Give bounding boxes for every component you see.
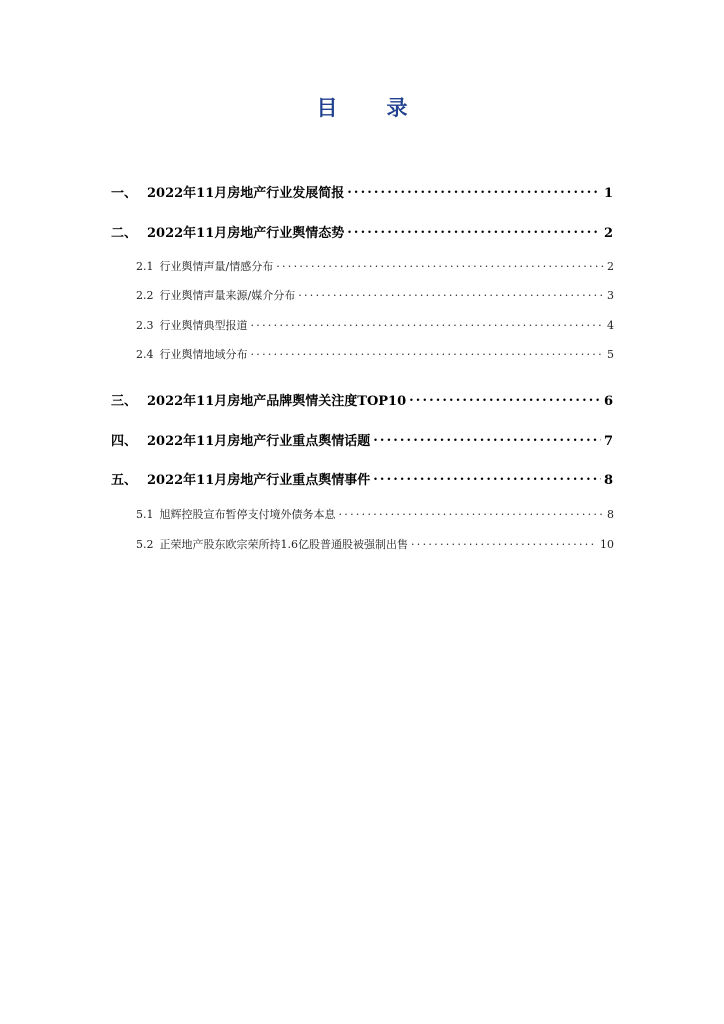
toc-dot-leader bbox=[339, 507, 605, 518]
toc-entry-title: 2022年11月房地产品牌舆情关注度TOP10 bbox=[147, 394, 407, 409]
toc-dot-leader bbox=[347, 224, 601, 237]
toc-entry-title: 2022年11月房地产行业发展简报 bbox=[147, 186, 345, 201]
toc-entry-number: 5.1 bbox=[136, 508, 154, 521]
toc-dot-leader bbox=[347, 184, 601, 197]
toc-entry-title: 行业舆情典型报道 bbox=[159, 319, 248, 332]
toc-page-number: 8 bbox=[603, 473, 613, 488]
toc-entry-number: 四、 bbox=[111, 434, 138, 449]
toc-dot-leader bbox=[276, 259, 604, 270]
toc-entry-title: 正荣地产股东欧宗荣所持1.6亿股普通股被强制出售 bbox=[159, 538, 408, 551]
toc-dot-leader bbox=[409, 392, 601, 405]
toc-entry-number: 2.3 bbox=[136, 319, 154, 332]
toc-page-number: 6 bbox=[603, 394, 613, 409]
toc-entry-title: 2022年11月房地产行业重点舆情话题 bbox=[147, 434, 371, 449]
page-title: 目 录 bbox=[316, 95, 422, 120]
toc-page-number: 5 bbox=[607, 348, 614, 361]
toc-entry-title: 2022年11月房地产行业舆情态势 bbox=[147, 226, 345, 241]
toc-page-number: 3 bbox=[607, 289, 614, 302]
toc-page-number: 4 bbox=[607, 319, 614, 332]
toc-entry-number: 2.2 bbox=[136, 289, 154, 302]
toc-entry-5[interactable] bbox=[111, 469, 613, 488]
toc-entry-5-1[interactable] bbox=[136, 506, 614, 522]
toc-dot-leader bbox=[411, 537, 597, 548]
toc-entry-title: 旭辉控股宣布暂停支付境外债务本息 bbox=[159, 508, 336, 521]
toc-entry-1[interactable] bbox=[111, 182, 613, 201]
toc-entry-number: 二、 bbox=[111, 226, 138, 241]
toc-entry-2-4[interactable] bbox=[136, 346, 614, 362]
toc-page-number: 2 bbox=[603, 226, 613, 241]
toc-page-number: 1 bbox=[603, 186, 613, 201]
toc-entry-title: 行业舆情地域分布 bbox=[159, 348, 248, 361]
toc-entry-2-2[interactable] bbox=[136, 287, 614, 303]
toc-entry-3[interactable] bbox=[111, 390, 613, 409]
toc-entry-title: 行业舆情声量来源/媒介分布 bbox=[159, 289, 296, 302]
toc-page-number: 2 bbox=[607, 260, 614, 273]
toc-dot-leader bbox=[251, 318, 605, 329]
toc-page-number: 8 bbox=[607, 508, 614, 521]
toc-entry-2-1[interactable] bbox=[136, 258, 614, 274]
toc-entry-2[interactable] bbox=[111, 222, 613, 241]
toc-entry-number: 一、 bbox=[111, 186, 138, 201]
toc-dot-leader bbox=[251, 347, 605, 358]
toc-page-number: 10 bbox=[600, 538, 614, 551]
toc-entry-4[interactable] bbox=[111, 430, 613, 449]
toc-page-number: 7 bbox=[603, 434, 613, 449]
toc-entry-number: 2.1 bbox=[136, 260, 154, 273]
toc-dot-leader bbox=[373, 432, 601, 445]
toc-entry-number: 三、 bbox=[111, 394, 138, 409]
toc-entry-title: 行业舆情声量/情感分布 bbox=[159, 260, 274, 273]
toc-entry-5-2[interactable] bbox=[136, 536, 614, 552]
toc-entry-2-3[interactable] bbox=[136, 317, 614, 333]
toc-entry-number: 2.4 bbox=[136, 348, 154, 361]
toc-entry-number: 5.2 bbox=[136, 538, 154, 551]
toc-dot-leader bbox=[373, 471, 601, 484]
toc-entry-number: 五、 bbox=[111, 473, 138, 488]
toc-dot-leader bbox=[298, 288, 604, 299]
toc-entry-title: 2022年11月房地产行业重点舆情事件 bbox=[147, 473, 371, 488]
